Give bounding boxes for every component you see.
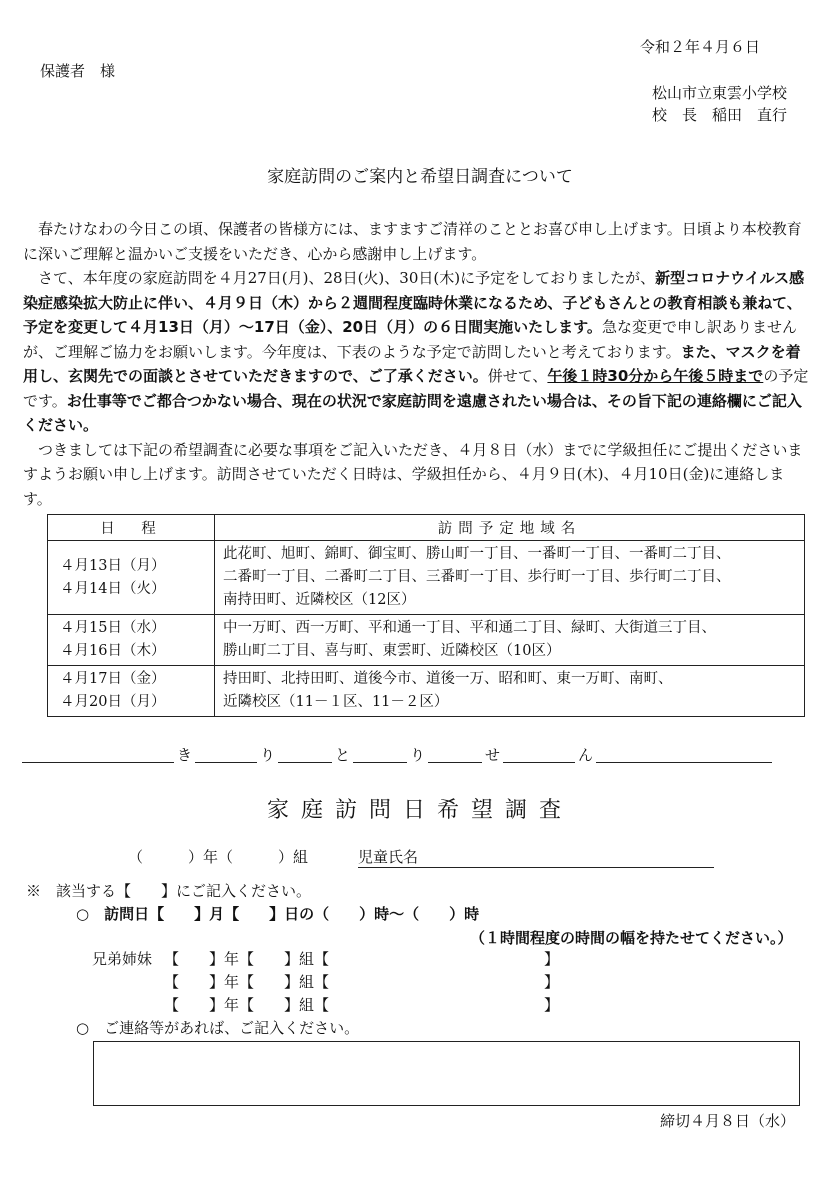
cut-line-segment [353,762,407,763]
sibling-bracket: 】 [544,996,560,1014]
emphasis-covid: 新型コロナウイルス感染症感染拡大防止に伴い、４月９日（木）から２週間程度臨時休業になるため、子どもさんとの教育相談も兼ねて、予定を変更して４月13日（月）～17日（金）、20日（月）の６日間実施いたします。 [23,269,805,336]
cut-line-segment [596,762,772,763]
cut-line-char: と [335,746,351,764]
child-name-field[interactable]: 児童氏名 [358,846,714,868]
document-title: 家庭訪問のご案内と希望日調査について [267,167,573,187]
contact-instruction: ○ ご連絡等があれば、ご記入ください。 [76,1019,360,1037]
table-row [48,615,805,666]
form-title: 家庭訪問日希望調査 [266,798,573,823]
cut-line-segment [428,762,482,763]
cut-line-segment [22,762,174,763]
table-row [48,541,805,615]
paragraph-request: つきましては下記の希望調査に必要な事項をご記入いただき、４月８日（水）までに学級担任にご提出くださいますようお願い申し上げます。訪問させていただく日時は、学級担任から、４月９日(木)、４月10日(金)に連絡します。 [23,440,803,508]
contact-textarea[interactable] [93,1041,800,1106]
instruction-note: ※ 該当する【 】にご記入ください。 [26,882,312,900]
area-cell: 此花町、旭町、錦町、御宝町、勝山町一丁目、一番町一丁目、一番町二丁目、 二番町一丁目、二番町二丁目、三番町一丁目、歩行町一丁目、歩行町二丁目、 南持田町、近隣校区（12区） [215,541,805,615]
area-cell: 持田町、北持田町、道後今市、道後一万、昭和町、東一万町、南町、 近隣校区（11－１区、11－２区） [215,666,805,717]
table-header-row [48,515,805,541]
cut-line [22,744,778,764]
date-cell: ４月17日（金） ４月20日（月） [48,666,215,717]
header-area: 訪問予定地域名 [215,515,805,541]
deadline: 締切４月８日（水） [660,1112,796,1130]
schedule-table [47,514,805,717]
emphasis-time: 午後１時30分から午後５時まで [547,367,764,385]
cut-line-segment [503,762,575,763]
letter-body [23,217,813,511]
date-cell: ４月15日（水） ４月16日（木） [48,615,215,666]
school-name: 松山市立東雲小学校 [652,84,788,102]
sibling-bracket: 】 [544,950,560,968]
cut-line-segment [195,762,257,763]
date-cell: ４月13日（月） ４月14日（火） [48,541,215,615]
area-cell: 中一万町、西一万町、平和通一丁目、平和通二丁目、緑町、大街道三丁目、 勝山町二丁目、喜与町、東雲町、近隣校区（10区） [215,615,805,666]
emphasis-contact: お仕事等でご都合つかない場合、現在の状況で家庭訪問を遠慮されたい場合は、その旨下記の連絡欄にご記入ください。 [23,391,802,434]
emphasis-mask: また、マスクを着用し、玄関先での面談とさせていただきますので、ご了承ください。 [23,342,801,385]
sibling-entry[interactable]: 【 】年【 】組【 [164,973,330,991]
cut-line-char: せ [485,746,501,764]
sibling-entry[interactable]: 【 】年【 】組【 [164,996,330,1014]
document-date: 令和２年４月６日 [640,38,761,56]
recipient: 保護者 様 [40,62,116,80]
principal-name: 校 長 稲田 直行 [652,106,788,124]
siblings-label: 兄弟姉妹 [92,950,153,968]
visit-hint: （１時間程度の時間の幅を持たせてください。） [470,929,793,947]
cut-line-char: り [410,746,426,764]
table-row [48,666,805,717]
visit-date-entry[interactable]: ○ 訪問日【 】月【 】日の（ ）時～（ ）時 [76,905,480,923]
sibling-bracket: 】 [544,973,560,991]
class-entry[interactable]: （ ）年（ ）組 [128,848,309,866]
cut-line-char: き [177,746,193,764]
paragraph-schedule-change: さて、本年度の家庭訪問を４月27日(月)、28日(火)、30日(木)に予定をしておりましたが、新型コロナウイルス感染症感染拡大防止に伴い、４月９日（木）から２週間程度臨時休業になるため、子どもさんとの教育相談も兼ねて、予定を変更して４月13日（月）～17日（金）、20日（月）の６日間実施いたします。急な変更で申し訳ありませんが、ご理解ご協力をお願いします。今年度は、下表のような予定で訪問したいと考えております。また、マスクを着用し、玄関先での面談とさせていただきますので、ご了承ください。併せて、午後１時30分から午後５時までの予定です。お仕事等でご都合つかない場合、現在の状況で家庭訪問を遠慮されたい場合は、その旨下記の連絡欄にご記入ください。 [23,269,809,434]
cut-line-segment [278,762,332,763]
cut-line-char: り [260,746,276,764]
paragraph-greeting: 春たけなわの今日この頃、保護者の皆様方には、ますますご清祥のこととお喜び申し上げます。日頃より本校教育に深いご理解と温かいご支援をいただき、心から感謝申し上げます。 [23,220,802,263]
header-date: 日 程 [48,515,215,541]
cut-line-char: ん [578,746,594,764]
sibling-entry[interactable]: 【 】年【 】組【 [164,950,330,968]
